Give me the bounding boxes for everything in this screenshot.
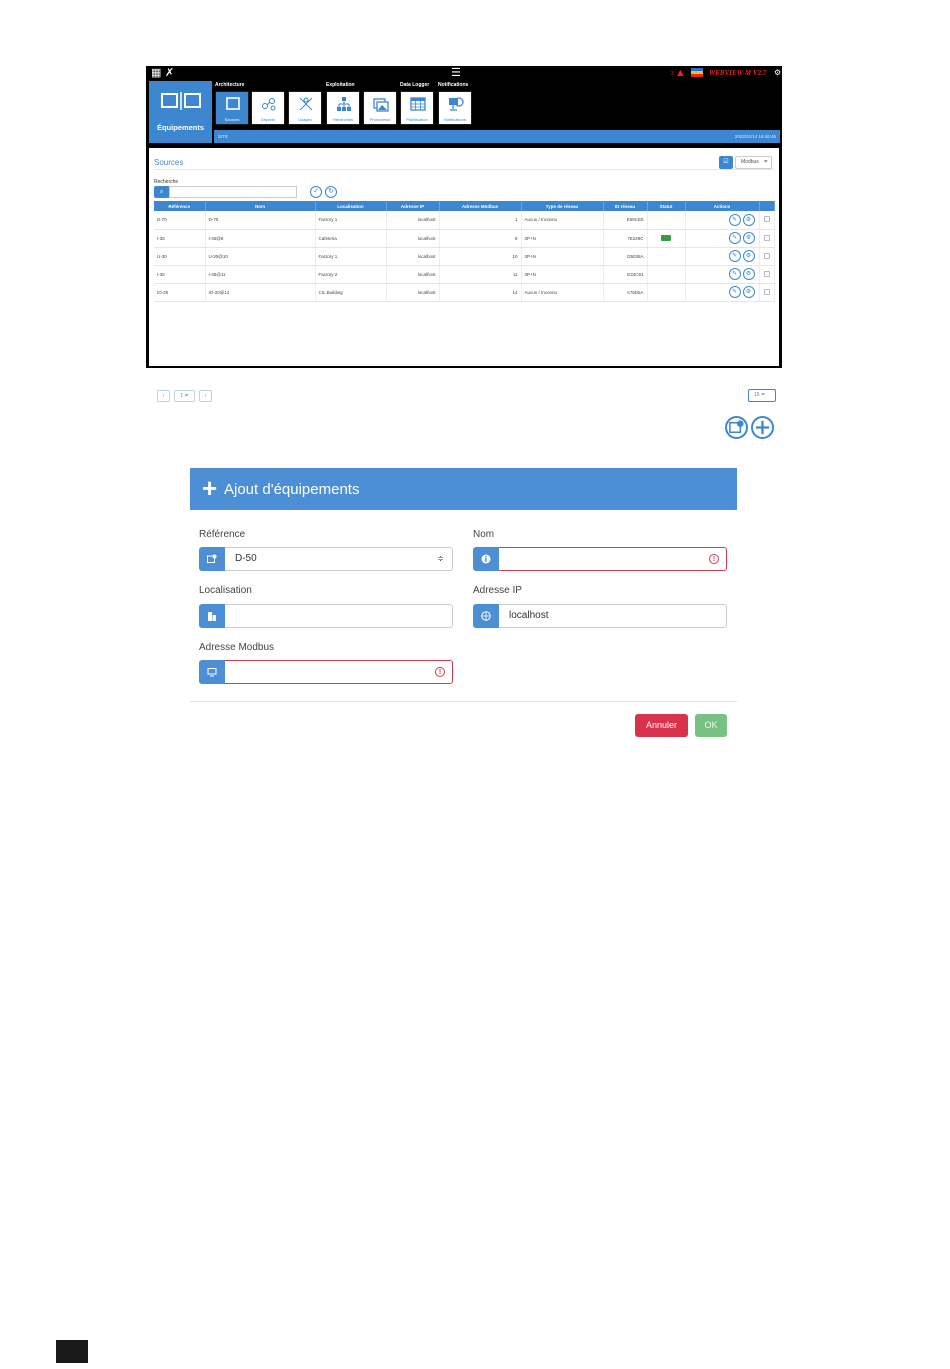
equipements-icon xyxy=(161,92,201,110)
alarm-count: 3 xyxy=(671,71,674,77)
protocol-check-button[interactable]: ☑ xyxy=(719,156,733,169)
brand-name: WEBVIEW-M V2.7 xyxy=(709,69,767,77)
adresse-ip-addon xyxy=(473,604,499,628)
adresse-modbus-addon xyxy=(199,660,225,684)
page-select[interactable]: 1 ≑ xyxy=(174,390,195,402)
status-online-icon xyxy=(661,235,671,241)
plus-icon xyxy=(753,418,772,437)
plus-icon: + xyxy=(202,473,218,503)
reference-addon xyxy=(199,547,225,571)
equipements-tile[interactable] xyxy=(149,81,212,143)
cell-adresse-modbus: 11 xyxy=(439,265,521,283)
settings-icon[interactable]: ⚙ xyxy=(743,214,755,226)
cell-localisation: Factory 2 xyxy=(315,265,386,283)
cell-nom: U-30@10 xyxy=(205,247,315,265)
col-select xyxy=(759,201,774,211)
tools-icon[interactable]: ✗ xyxy=(165,67,175,79)
cell-localisation: Factory 1 xyxy=(315,211,386,229)
cell-nom: D-70 xyxy=(205,211,315,229)
add-equipment-button[interactable] xyxy=(751,416,774,439)
modal-divider xyxy=(190,701,737,702)
section-notifications: Notifications xyxy=(438,82,469,88)
col-adresse-ip[interactable]: Adresse IP xyxy=(386,201,439,211)
cell-adresse-modbus: 8 xyxy=(439,229,521,247)
row-checkbox[interactable] xyxy=(764,271,770,277)
cell-actions xyxy=(685,265,759,283)
cell-select xyxy=(759,211,774,229)
adresse-modbus-field[interactable] xyxy=(225,660,453,684)
cell-adresse-ip: localhost xyxy=(386,283,439,301)
cell-select xyxy=(759,265,774,283)
datetime: 2022/01/14 16:46:46 xyxy=(734,134,776,139)
section-exploitation: Exploitation xyxy=(326,82,355,88)
cell-type-reseau: Aucun / Inconnu xyxy=(521,211,603,229)
settings-icon[interactable]: ⚙ xyxy=(743,268,755,280)
top-bar xyxy=(146,66,782,80)
table-row[interactable] xyxy=(154,229,774,247)
protocol-select[interactable]: Modbus ≑ xyxy=(735,156,772,169)
edit-icon[interactable]: ✎ xyxy=(729,268,741,280)
modal-title: Ajout d'équipements xyxy=(224,481,360,498)
cell-localisation: Cafeteria xyxy=(315,229,386,247)
validate-icon[interactable]: ✓ xyxy=(310,186,322,198)
nav-notifications[interactable] xyxy=(438,91,472,125)
ok-button[interactable]: OK xyxy=(695,714,727,737)
cell-id-reseau: E58CE5 xyxy=(603,211,647,229)
cell-localisation: CIL Building xyxy=(315,283,386,301)
cell-id-reseau: A76D5A xyxy=(603,283,647,301)
adresse-ip-label: Adresse IP xyxy=(473,585,522,596)
cell-select xyxy=(759,247,774,265)
user-icon[interactable]: ⚙ xyxy=(774,68,782,77)
sources-icon xyxy=(225,96,241,112)
nav-sources[interactable] xyxy=(215,91,249,125)
edit-icon[interactable]: ✎ xyxy=(729,250,741,262)
nom-field[interactable] xyxy=(499,547,727,571)
cell-adresse-ip: localhost xyxy=(386,265,439,283)
col-localisation[interactable]: Localisation xyxy=(315,201,386,211)
col-actions: Actions xyxy=(685,201,759,211)
table-header xyxy=(154,201,774,211)
hierarchy-icon xyxy=(336,96,352,112)
site-label: SITE xyxy=(218,134,229,139)
import-icon xyxy=(727,418,746,437)
adresse-ip-field[interactable]: localhost xyxy=(499,604,727,628)
cell-localisation: Factory 1 xyxy=(315,247,386,265)
table-row[interactable] xyxy=(154,265,774,283)
cell-nom: I-35@8 xyxy=(205,229,315,247)
nav-departs[interactable] xyxy=(251,91,285,125)
panel-title: Sources xyxy=(154,158,184,167)
cell-actions xyxy=(685,247,759,265)
app-window xyxy=(146,66,782,399)
nav-notifications-label: Notifications xyxy=(444,117,466,122)
prev-page-button[interactable]: ‹ xyxy=(157,390,170,402)
settings-icon[interactable]: ⚙ xyxy=(743,286,755,298)
divider xyxy=(154,169,774,170)
cell-actions xyxy=(685,283,759,301)
refresh-icon[interactable]: ↻ xyxy=(325,186,337,198)
cell-type-reseau: 3P+N xyxy=(521,229,603,247)
nav-hierarchies-label: Hiérarchies xyxy=(332,117,354,122)
page-number-block xyxy=(56,1340,88,1363)
localisation-addon xyxy=(199,604,225,628)
cell-type-reseau: Aucun / Inconnu xyxy=(521,283,603,301)
cell-adresse-modbus: 14 xyxy=(439,283,521,301)
cell-statut xyxy=(647,211,685,229)
modal-header xyxy=(190,468,737,510)
settings-icon[interactable]: ⚙ xyxy=(743,250,755,262)
row-checkbox[interactable] xyxy=(764,235,770,241)
cell-adresse-modbus: 10 xyxy=(439,247,521,265)
col-statut[interactable]: Statut xyxy=(647,201,685,211)
table-row[interactable] xyxy=(154,283,774,301)
edit-icon[interactable]: ✎ xyxy=(729,214,741,226)
cell-adresse-ip: localhost xyxy=(386,211,439,229)
nom-addon xyxy=(473,547,499,571)
building-icon xyxy=(207,611,217,621)
cell-adresse-ip: localhost xyxy=(386,247,439,265)
cell-adresse-ip: localhost xyxy=(386,229,439,247)
error-icon: ! xyxy=(709,554,719,564)
row-checkbox[interactable] xyxy=(764,216,770,222)
col-adresse-modbus[interactable]: Adresse Modbus xyxy=(439,201,521,211)
cell-actions xyxy=(685,229,759,247)
equipements-label: Équipements xyxy=(156,123,205,132)
nav-sources-label: Sources xyxy=(224,117,240,122)
section-data-logger: Data Logger xyxy=(400,82,430,88)
nav-usages[interactable] xyxy=(288,91,322,125)
import-equipment-button[interactable] xyxy=(725,416,748,439)
cell-reference: IO-20 xyxy=(154,283,205,301)
edit-icon[interactable]: ✎ xyxy=(729,232,741,244)
brand-icon xyxy=(691,68,703,77)
next-page-button[interactable]: › xyxy=(199,390,212,402)
nav-usages-label: Usages xyxy=(298,117,312,122)
cell-nom: I-35@11 xyxy=(205,265,315,283)
cell-statut xyxy=(647,247,685,265)
search-label: Recherche xyxy=(154,179,179,185)
cell-type-reseau: 3P+N xyxy=(521,265,603,283)
table-row[interactable] xyxy=(154,211,774,229)
reference-select[interactable]: D-50 ≑ xyxy=(225,547,453,571)
cell-adresse-modbus: 1 xyxy=(439,211,521,229)
nav-departs-label: Départs xyxy=(260,117,275,122)
sources-panel xyxy=(149,148,779,399)
cell-id-reseau: 7E229C xyxy=(603,229,647,247)
cell-reference: I-35 xyxy=(154,229,205,247)
row-checkbox[interactable] xyxy=(764,289,770,295)
nav-planification-label: Planification xyxy=(406,117,428,122)
monitor-icon xyxy=(207,667,217,677)
cell-type-reseau: 3P+N xyxy=(521,247,603,265)
hamburger-menu-icon[interactable]: ☰ xyxy=(451,67,461,79)
cancel-button[interactable]: Annuler xyxy=(635,714,688,737)
reference-label: Référence xyxy=(199,529,246,540)
localisation-field[interactable] xyxy=(225,604,453,628)
cell-select xyxy=(759,229,774,247)
col-id-reseau[interactable]: ID réseau xyxy=(603,201,647,211)
cell-statut xyxy=(647,283,685,301)
section-architecture: Architecture xyxy=(215,82,245,88)
cell-id-reseau: D5038A xyxy=(603,247,647,265)
table-row[interactable] xyxy=(154,247,774,265)
cell-reference: I-35 xyxy=(154,265,205,283)
edit-icon[interactable]: ✎ xyxy=(729,286,741,298)
cell-reference: D-70 xyxy=(154,211,205,229)
col-type-reseau[interactable]: Type de réseau xyxy=(521,201,603,211)
equipment-icon xyxy=(207,554,217,564)
photoviews-icon xyxy=(373,96,389,112)
cell-reference: U-30 xyxy=(154,247,205,265)
nom-label: Nom xyxy=(473,529,495,540)
sources-table xyxy=(154,201,775,302)
grid-menu-icon[interactable]: ▦ xyxy=(151,67,162,79)
cell-actions xyxy=(685,211,759,229)
nav-photoviews-label: Photoviews xyxy=(369,117,391,122)
usages-icon xyxy=(298,96,314,112)
adresse-modbus-label: Adresse Modbus xyxy=(199,642,275,653)
page-size-select[interactable]: 15 ≑ xyxy=(748,389,776,402)
search-icon[interactable]: ⌕ xyxy=(154,186,169,198)
nav-photoviews[interactable] xyxy=(363,91,397,125)
info-icon xyxy=(481,554,491,564)
calendar-icon xyxy=(410,96,426,112)
cell-nom: IO-20@14 xyxy=(205,283,315,301)
status-bar xyxy=(214,130,780,143)
notifications-icon xyxy=(448,96,464,112)
settings-icon[interactable]: ⚙ xyxy=(743,232,755,244)
col-nom[interactable]: Nom xyxy=(205,201,315,211)
row-checkbox[interactable] xyxy=(764,253,770,259)
warning-icon[interactable]: ▲ xyxy=(675,67,686,79)
cell-id-reseau: E34C91 xyxy=(603,265,647,283)
cell-select xyxy=(759,283,774,301)
cell-statut xyxy=(647,265,685,283)
globe-icon xyxy=(481,611,491,621)
search-input[interactable] xyxy=(169,186,297,198)
nav-planification[interactable] xyxy=(400,91,434,125)
cell-statut xyxy=(647,229,685,247)
localisation-label: Localisation xyxy=(199,585,252,596)
nav-hierarchies[interactable] xyxy=(326,91,360,125)
departs-icon xyxy=(261,96,277,112)
error-icon: ! xyxy=(435,667,445,677)
col-reference[interactable]: Référence xyxy=(154,201,205,211)
